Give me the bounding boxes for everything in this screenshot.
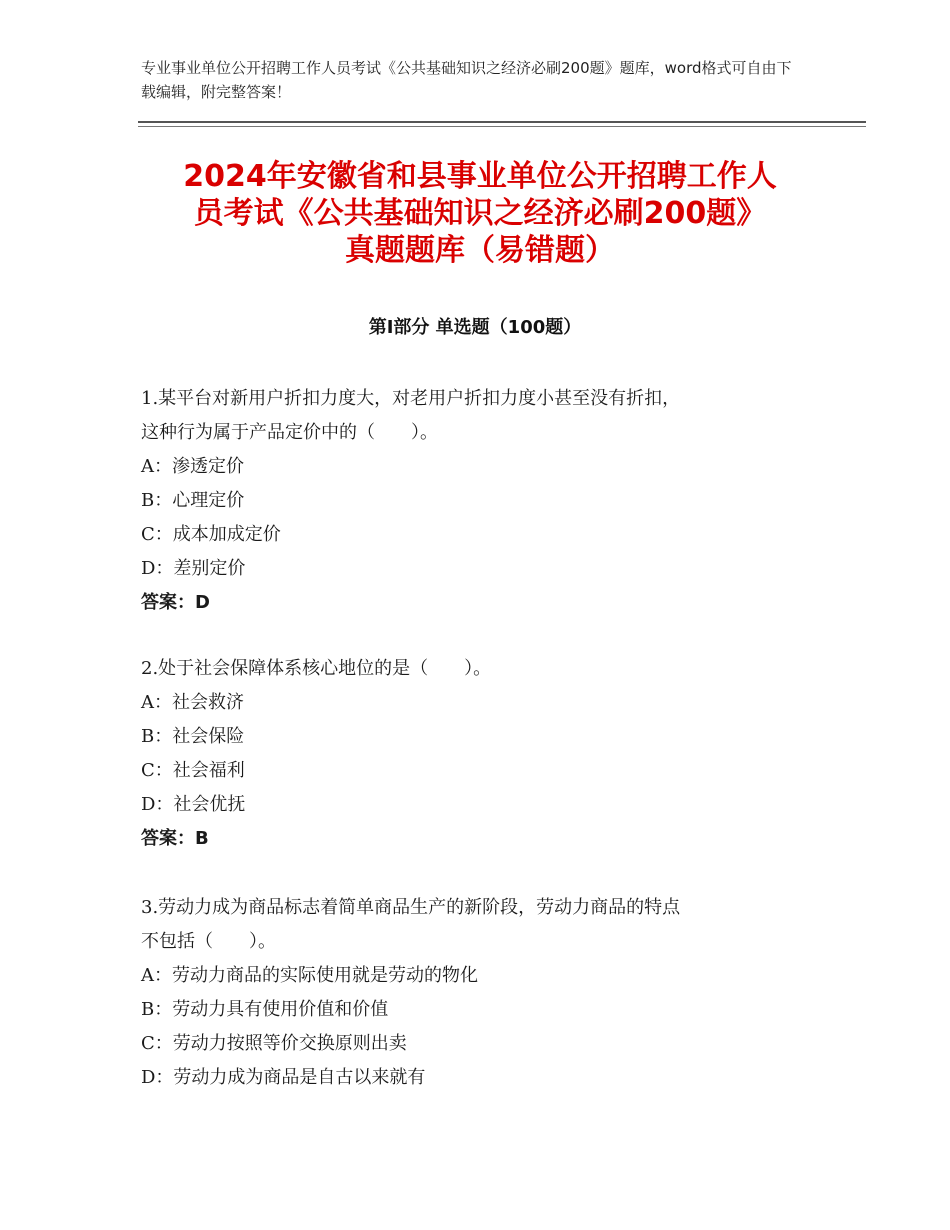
option-d: D：劳动力成为商品是自古以来就有 (141, 1067, 426, 1088)
header-divider (138, 121, 866, 123)
option-d: D：社会优抚 (141, 794, 246, 815)
section-title: 第Ⅰ部分 单选题（100题） (368, 317, 582, 338)
question-stem: 这种行为属于产品定价中的（ ）。 (141, 422, 438, 443)
option-c: C：社会福利 (141, 760, 245, 781)
question-2 (141, 652, 821, 856)
title-line: 员考试《公共基础知识之经济必刷200题》 (193, 196, 767, 231)
option-a: A：劳动力商品的实际使用就是劳动的物化 (141, 965, 478, 986)
question-stem: 2.处于社会保障体系核心地位的是（ ）。 (141, 658, 492, 679)
question-3 (141, 891, 821, 1095)
document-title (130, 158, 830, 269)
option-c: C：劳动力按照等价交换原则出卖 (141, 1033, 407, 1054)
title-line: 2024年安徽省和县事业单位公开招聘工作人 (183, 159, 777, 194)
question-stem: 1.某平台对新用户折扣力度大，对老用户折扣力度小甚至没有折扣， (141, 388, 681, 409)
question-stem: 不包括（ ）。 (141, 931, 276, 952)
answer: 答案：D (141, 592, 210, 613)
option-c: C：成本加成定价 (141, 524, 281, 545)
question-1 (141, 382, 821, 620)
header-note: 专业事业单位公开招聘工作人员考试《公共基础知识之经济必刷200题》题库，word格式可自由下载编辑，附完整答案！ (141, 59, 792, 101)
option-a: A：社会救济 (141, 692, 244, 713)
title-line: 真题题库（易错题） (345, 233, 615, 268)
option-b: B：劳动力具有使用价值和价值 (141, 999, 389, 1020)
option-b: B：社会保险 (141, 726, 245, 747)
answer: 答案：B (141, 828, 209, 849)
question-stem: 3.劳动力成为商品标志着简单商品生产的新阶段，劳动力商品的特点 (141, 897, 681, 918)
option-a: A：渗透定价 (141, 456, 244, 477)
option-d: D：差别定价 (141, 558, 246, 579)
option-b: B：心理定价 (141, 490, 245, 511)
header-divider-thin (138, 126, 866, 127)
